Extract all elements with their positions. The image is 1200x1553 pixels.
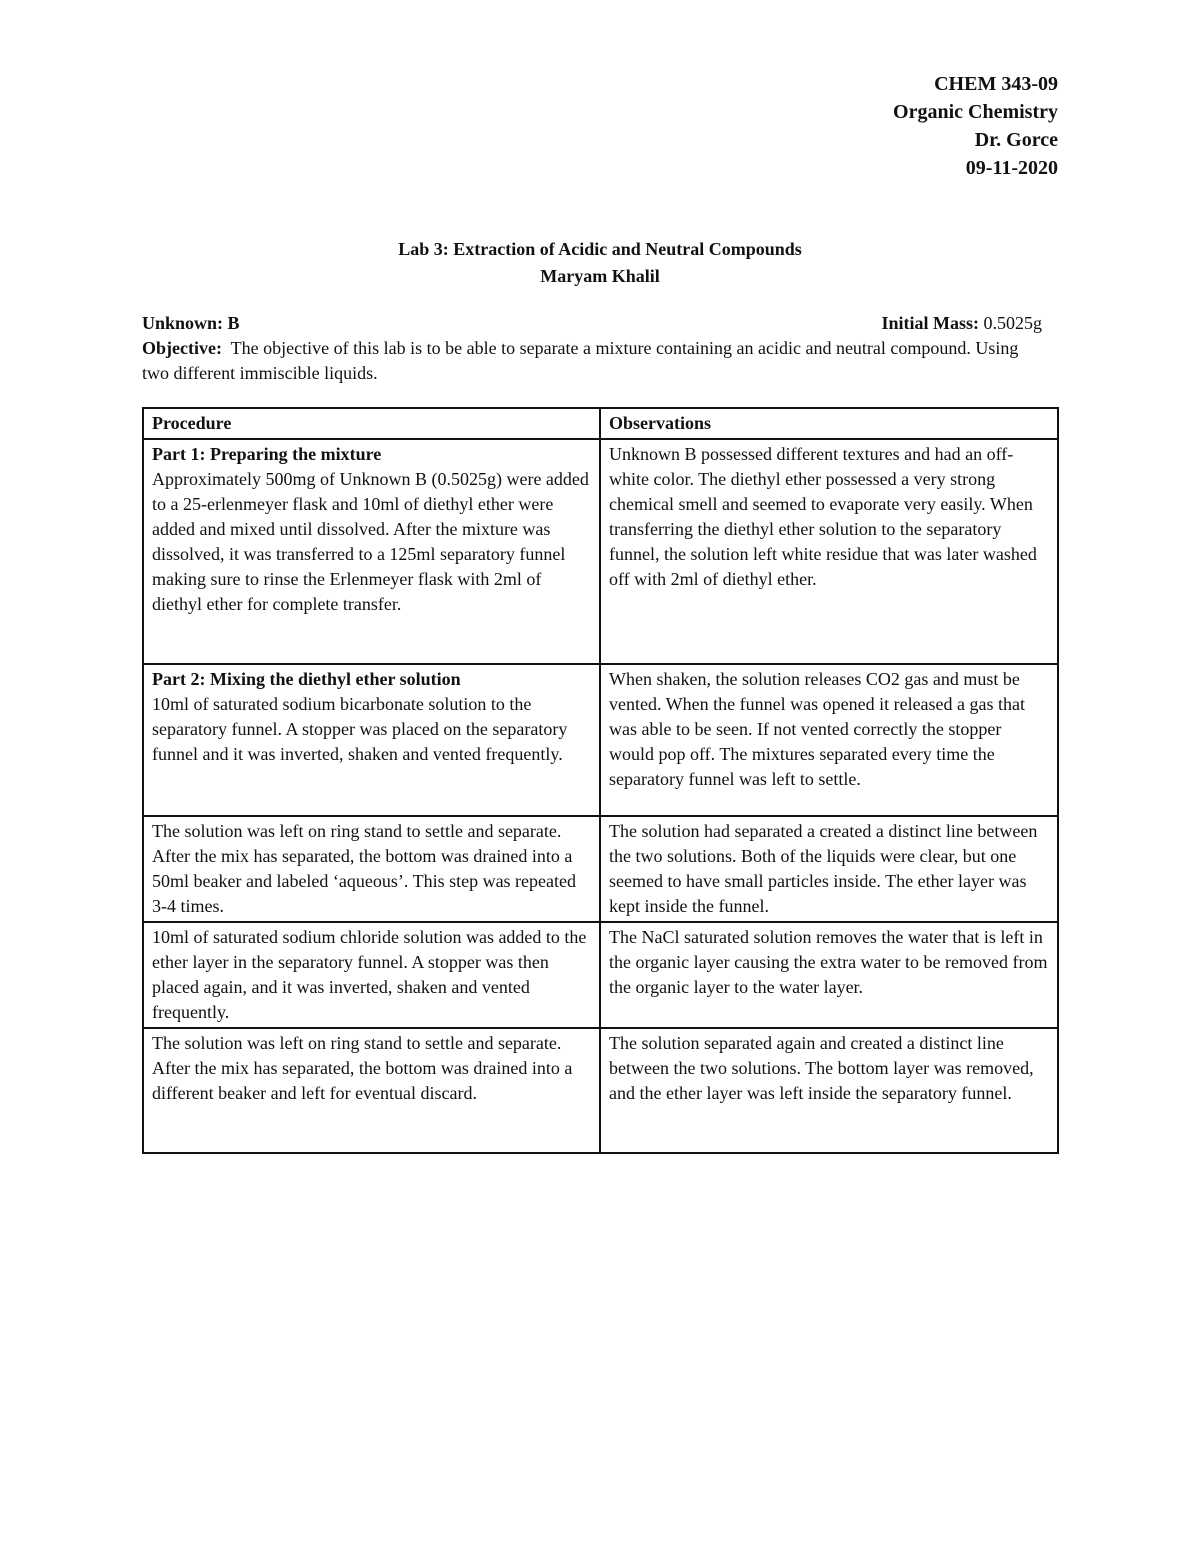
observation-cell: [600, 439, 1058, 664]
observation-text: The solution had separated a created a distinct line between the two solutions. Both of the liquids were clear, but one seemed to have small particles inside. The ether layer was kept inside the funnel.: [609, 821, 1038, 916]
procedure-cell: [143, 816, 600, 922]
title-block: [0, 236, 1200, 290]
observation-text: The NaCl saturated solution removes the water that is left in the organic layer causing the extra water to be removed from the organic layer to the water layer.: [609, 927, 1048, 997]
table-row: [143, 816, 1058, 922]
objective-text: The objective of this lab is to be able to separate a mixture containing an acidic and neutral compound. Using two different immiscible liquids.: [142, 338, 1019, 383]
observation-cell: [600, 664, 1058, 816]
initial-mass-value: 0.5025g: [983, 313, 1042, 333]
document-header: [893, 70, 1058, 182]
lab-title: Lab 3: Extraction of Acidic and Neutral Compounds: [398, 239, 802, 259]
report-date: 09-11-2020: [965, 157, 1058, 179]
part-title: Part 1: Preparing the mixture: [152, 444, 382, 464]
table-row: [143, 439, 1058, 664]
objective-label: Objective:: [142, 338, 222, 358]
instructor-name: Dr. Gorce: [974, 129, 1058, 151]
info-section: [142, 311, 1042, 386]
initial-mass-field: [881, 311, 1042, 336]
unknown-label: Unknown:: [142, 313, 224, 333]
objective-paragraph: [142, 336, 1042, 386]
unknown-field: [142, 311, 240, 336]
table-row: [143, 664, 1058, 816]
observation-cell: [600, 816, 1058, 922]
table-header-row: [143, 408, 1058, 439]
observation-cell: [600, 922, 1058, 1028]
procedure-column-header: Procedure: [143, 408, 600, 439]
procedure-text: 10ml of saturated sodium bicarbonate solution to the separatory funnel. A stopper was placed on the separatory funnel and it was inverted, shaken and vented frequently.: [152, 694, 568, 764]
observation-cell: [600, 1028, 1058, 1153]
course-code: CHEM 343-09: [934, 73, 1058, 95]
procedure-text: Approximately 500mg of Unknown B (0.5025g) were added to a 25-erlenmeyer flask and 10ml of diethyl ether were added and mixed until dissolved. After the mixture was dissolved, it was transferred to a 125ml separatory funnel making sure to rinse the Erlenmeyer flask with 2ml of diethyl ether for complete transfer.: [152, 469, 589, 614]
observations-column-header: Observations: [600, 408, 1058, 439]
author-name: Maryam Khalil: [540, 266, 660, 286]
observation-text: When shaken, the solution releases CO2 gas and must be vented. When the funnel was opened it released a gas that was able to be seen. If not vented correctly the stopper would pop off. The mixtures separated every time the separatory funnel was left to settle.: [609, 669, 1026, 789]
procedure-cell: [143, 922, 600, 1028]
table-row: [143, 1028, 1058, 1153]
procedure-text: The solution was left on ring stand to settle and separate. After the mix has separated, the bottom was drained into a different beaker and left for eventual discard.: [152, 1033, 573, 1103]
procedure-cell: [143, 664, 600, 816]
procedure-observation-table: [142, 407, 1059, 1154]
initial-mass-label: Initial Mass:: [881, 313, 979, 333]
observation-text: Unknown B possessed different textures and had an off-white color. The diethyl ether possessed a very strong chemical smell and seemed to evaporate very easily. When transferring the diethyl ether solution to the separatory funnel, the solution left white residue that was later washed off with 2ml of diethyl ether.: [609, 444, 1037, 589]
procedure-text: The solution was left on ring stand to settle and separate. After the mix has separated, the bottom was drained into a 50ml beaker and labeled ‘aqueous’. This step was repeated 3-4 times.: [152, 821, 577, 916]
course-subject: Organic Chemistry: [893, 101, 1058, 123]
procedure-cell: [143, 439, 600, 664]
procedure-cell: [143, 1028, 600, 1153]
observation-text: The solution separated again and created a distinct line between the two solutions. The bottom layer was removed, and the ether layer was left inside the separatory funnel.: [609, 1033, 1034, 1103]
part-title: Part 2: Mixing the diethyl ether solution: [152, 669, 461, 689]
table-row: [143, 922, 1058, 1028]
unknown-value: B: [227, 313, 240, 333]
procedure-text: 10ml of saturated sodium chloride solution was added to the ether layer in the separatory funnel. A stopper was then placed again, and it was inverted, shaken and vented frequently.: [152, 927, 587, 1022]
unknown-mass-line: [142, 311, 1042, 336]
